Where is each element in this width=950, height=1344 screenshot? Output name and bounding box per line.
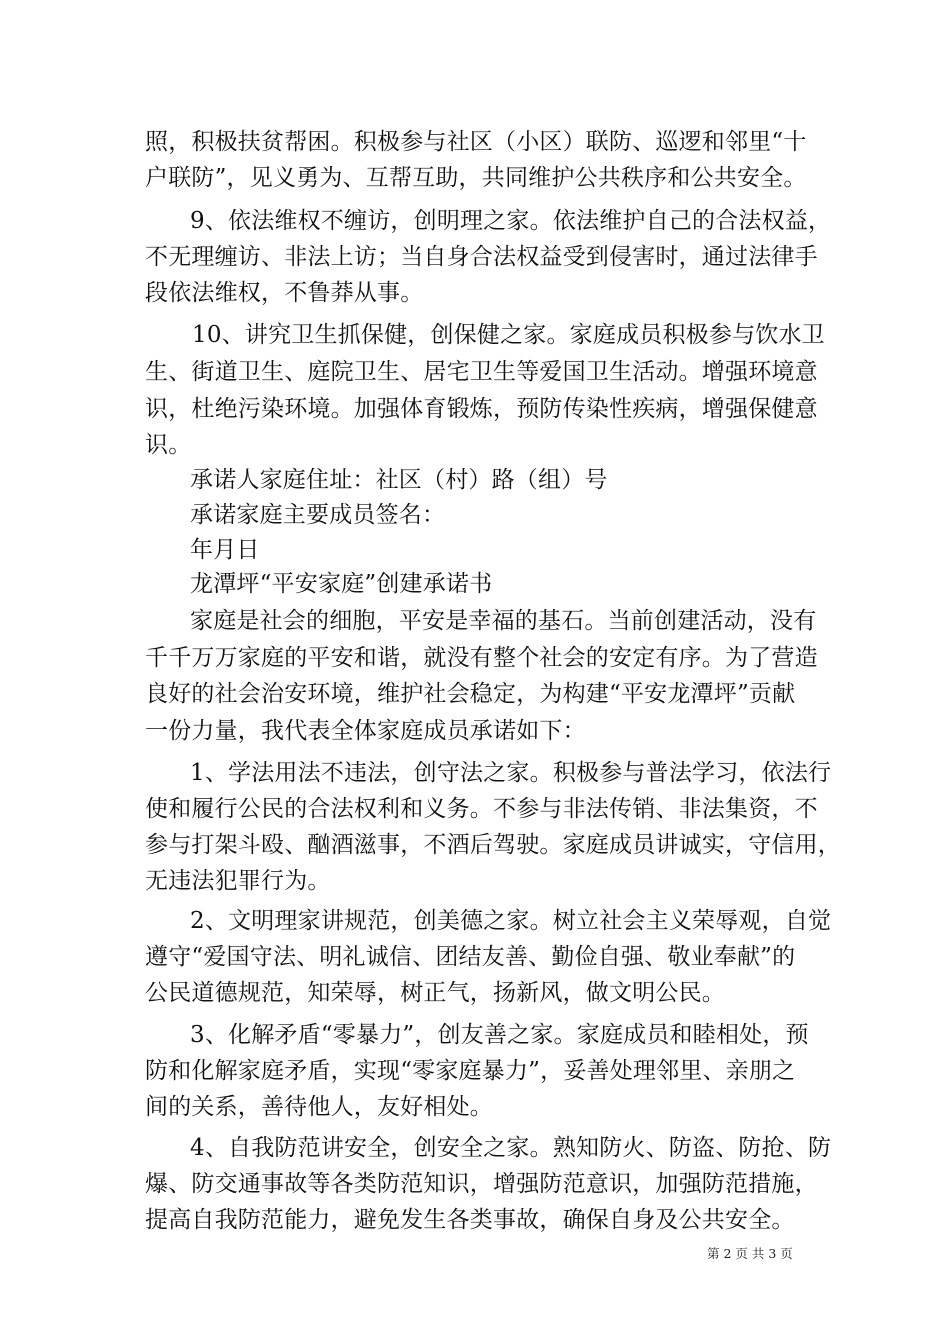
signature-line: 承诺家庭主要成员签名： xyxy=(190,502,446,528)
text-line: 遵守“爱国守法、明礼诚信、团结友善、勤俭自强、敬业奉献”的 xyxy=(145,944,796,970)
text-line: 间的关系，善待他人，友好相处。 xyxy=(145,1094,493,1120)
text-line: 户联防”，见义勇为、互帮互助，共同维护公共秩序和公共安全。 xyxy=(145,165,807,191)
text-line: 9、依法维权不缠访，创明理之家。依法维护自己的合法权益， xyxy=(190,208,832,234)
address-line: 承诺人家庭住址：社区（村）路（组）号 xyxy=(190,467,608,493)
text-line: 2、文明理家讲规范，创美德之家。树立社会主义荣辱观，自觉 xyxy=(190,908,832,934)
text-line: 无违法犯罪行为。 xyxy=(145,868,331,894)
text-line: 照，积极扶贫帮困。积极参与社区（小区）联防、巡逻和邻里“十 xyxy=(145,129,807,155)
text-line: 不无理缠访、非法上访；当自身合法权益受到侵害时，通过法律手 xyxy=(145,244,818,270)
text-line: 识。 xyxy=(145,432,192,458)
text-line: 爆、防交通事故等各类防范知识，增强防范意识，加强防范措施， xyxy=(145,1171,818,1197)
document-title: 龙潭坪“平安家庭”创建承诺书 xyxy=(190,571,493,597)
text-line: 公民道德规范，知荣辱，树正气，扬新风，做文明公民。 xyxy=(145,980,725,1006)
text-line: 家庭是社会的细胞，平安是幸福的基石。当前创建活动，没有 xyxy=(190,608,817,634)
date-line: 年月日 xyxy=(190,537,260,563)
text-line: 提高自我防范能力，避免发生各类事故，确保自身及公共安全。 xyxy=(145,1207,795,1233)
text-line: 3、化解矛盾“零暴力”，创友善之家。家庭成员和睦相处，预 xyxy=(190,1022,809,1048)
text-line: 参与打架斗殴、酗酒滋事，不酒后驾驶。家庭成员讲诚实，守信用， xyxy=(145,832,841,858)
text-line: 10、讲究卫生抓保健，创保健之家。家庭成员积极参与饮水卫 xyxy=(192,322,825,348)
text-line: 一份力量，我代表全体家庭成员承诺如下： xyxy=(145,718,586,744)
text-line: 段依法维权，不鲁莽从事。 xyxy=(145,280,424,306)
text-line: 使和履行公民的合法权利和义务。不参与非法传销、非法集资，不 xyxy=(145,796,818,822)
text-line: 1、学法用法不违法，创守法之家。积极参与普法学习，依法行 xyxy=(190,760,832,786)
text-line: 识，杜绝污染环境。加强体育锻炼，预防传染性疾病，增强保健意 xyxy=(145,396,818,422)
text-line: 生、街道卫生、庭院卫生、居宅卫生等爱国卫生活动。增强环境意 xyxy=(145,359,818,385)
text-line: 4、自我防范讲安全，创安全之家。熟知防火、防盗、防抢、防 xyxy=(190,1135,832,1161)
text-line: 良好的社会治安环境，维护社会稳定，为构建“平安龙潭坪”贡献 xyxy=(145,681,796,707)
text-line: 防和化解家庭矛盾，实现“零家庭暴力”，妥善处理邻里、亲朋之 xyxy=(145,1058,796,1084)
text-line: 千千万万家庭的平安和谐，就没有整个社会的安定有序。为了营造 xyxy=(145,645,818,671)
page-indicator: 第 2 页 共 3 页 xyxy=(707,1246,793,1261)
